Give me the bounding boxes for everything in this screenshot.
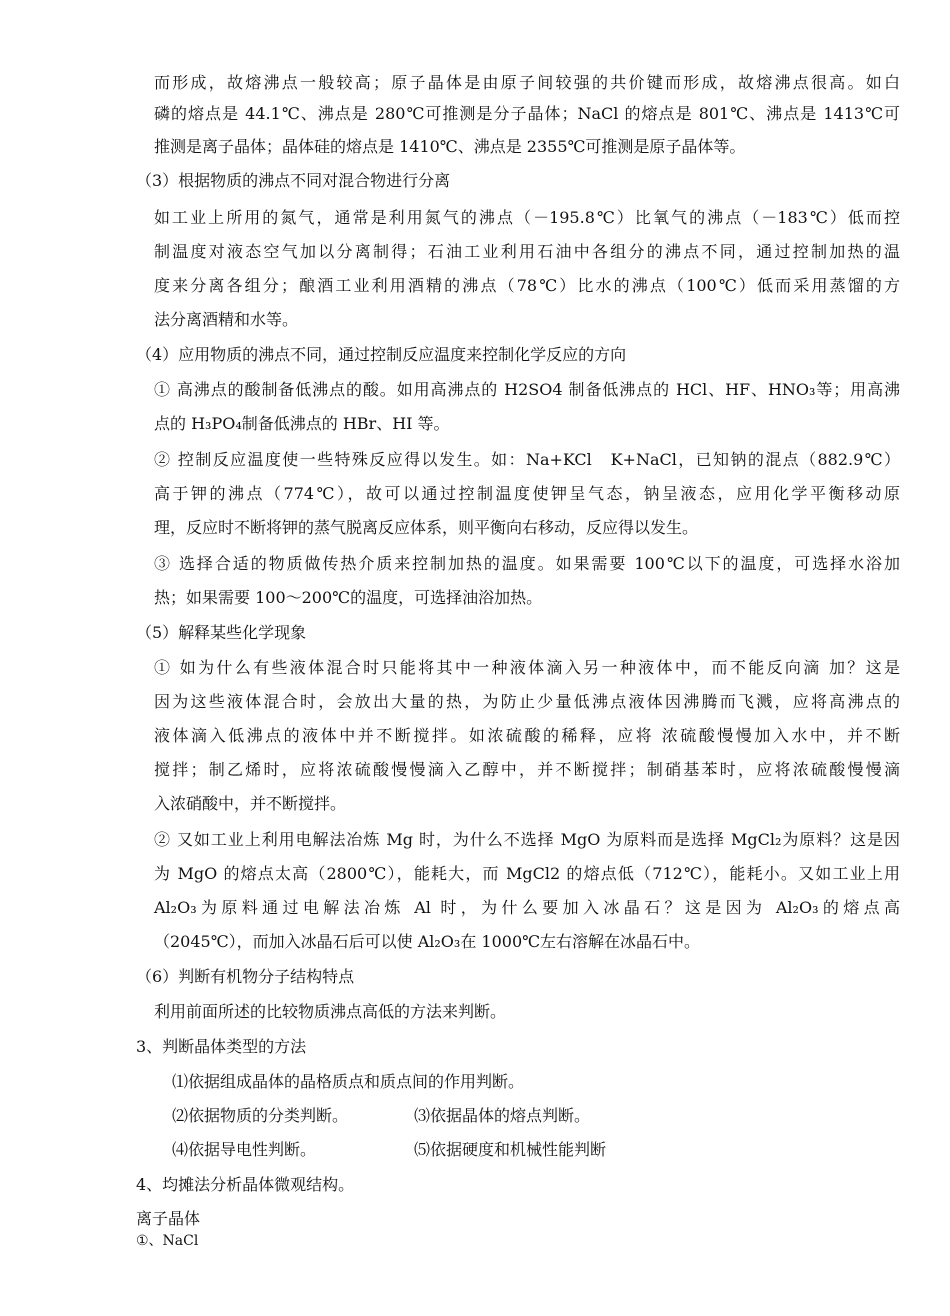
section-heading: （5）解释某些化学现象 — [136, 623, 307, 642]
text-line: 入浓硝酸中，并不断搅拌。 — [154, 794, 347, 813]
text-line: ③ 选择合适的物质做传热介质来控制加热的温度。如果需要 100℃以下的温度，可选择水浴加 — [154, 554, 900, 573]
text-line: 液体滴入低沸点的液体中并不断搅拌。如浓硫酸的稀释，应将 浓硫酸慢慢加入水中，并不断 — [154, 726, 900, 745]
text-line: 为 MgO 的熔点太高（2800℃），能耗大，而 MgCl2 的熔点低（712℃），能耗小。又如工业上用 — [154, 864, 900, 883]
list-item: ⑵依据物质的分类判断。 — [172, 1106, 349, 1125]
text-line: 点的 H₃PO₄制备低沸点的 HBr、HI 等。 — [154, 414, 450, 433]
list-item: ⑶依据晶体的熔点判断。 — [414, 1106, 591, 1125]
text-line: Al₂O₃为原料通过电解法冶炼 Al 时，为什么要加入冰晶石？这是因为 Al₂O₃的熔点高 — [154, 898, 900, 917]
text-line: 磷的熔点是 44.1℃、沸点是 280℃可推测是分子晶体；NaCl 的熔点是 801℃、沸点是 1413℃可 — [154, 104, 900, 123]
text-line: 利用前面所述的比较物质沸点高低的方法来判断。 — [154, 1002, 507, 1021]
subsection-item: ①、NaCl — [136, 1233, 199, 1249]
text-line: 推测是离子晶体；晶体硅的熔点是 1410℃、沸点是 2355℃可推测是原子晶体等。 — [154, 137, 746, 156]
section-heading: 4、均摊法分析晶体微观结构。 — [136, 1175, 355, 1194]
text-line: 而形成，故熔沸点一般较高；原子晶体是由原子间较强的共价键而形成，故熔沸点很高。如白 — [154, 73, 900, 92]
text-line: （2045℃），而加入冰晶石后可以使 Al₂O₃在 1000℃左右溶解在冰晶石中。 — [154, 932, 701, 951]
text-line: 度来分离各组分；酿酒工业利用酒精的沸点（78℃）比水的沸点（100℃）低而采用蒸馏的方 — [154, 276, 900, 295]
list-item: ⑷依据导电性判断。 — [172, 1140, 317, 1159]
text-line: 法分离酒精和水等。 — [154, 310, 299, 329]
text-line: ② 控制反应温度使一些特殊反应得以发生。如：Na+KCl K+NaCl，已知钠的混点（882.9℃） — [154, 450, 900, 469]
text-line: 理，反应时不断将钾的蒸气脱离反应体系，则平衡向右移动，反应得以发生。 — [154, 518, 699, 537]
list-item: ⑴依据组成晶体的晶格质点和质点间的作用判断。 — [172, 1072, 525, 1091]
section-heading: （6）判断有机物分子结构特点 — [136, 967, 355, 986]
text-line: 制温度对液态空气加以分离制得；石油工业利用石油中各组分的沸点不同，通过控制加热的温 — [154, 242, 900, 261]
text-line: ① 高沸点的酸制备低沸点的酸。如用高沸点的 H2SO4 制备低沸点的 HCl、HF、HNO₃等；用高沸 — [154, 380, 900, 399]
text-line: ① 如为什么有些液体混合时只能将其中一种液体滴入另一种液体中，而不能反向滴 加？这是 — [154, 658, 900, 677]
list-item: ⑸依据硬度和机械性能判断 — [414, 1140, 607, 1159]
text-line: 搅拌；制乙烯时，应将浓硫酸慢慢滴入乙醇中，并不断搅拌；制硝基苯时，应将浓硫酸慢慢滴 — [154, 760, 900, 779]
subsection-heading: 离子晶体 — [136, 1209, 201, 1228]
text-line: 如工业上所用的氮气，通常是利用氮气的沸点（－195.8℃）比氧气的沸点（－183℃）低而控 — [154, 208, 900, 227]
section-heading: 3、判断晶体类型的方法 — [136, 1037, 307, 1056]
section-heading: （4）应用物质的沸点不同，通过控制反应温度来控制化学反应的方向 — [136, 345, 627, 364]
text-line: 高于钾的沸点（774℃），故可以通过控制温度使钾呈气态，钠呈液态，应用化学平衡移动原 — [154, 484, 900, 503]
text-line: ② 又如工业上利用电解法冶炼 Mg 时，为什么不选择 MgO 为原料而是选择 MgCl₂为原料？这是因 — [154, 830, 900, 849]
text-line: 因为这些液体混合时，会放出大量的热，为防止少量低沸点液体因沸腾而飞溅，应将高沸点的 — [154, 692, 900, 711]
text-line: 热；如果需要 100～200℃的温度，可选择油浴加热。 — [154, 588, 543, 607]
section-heading: （3）根据物质的沸点不同对混合物进行分离 — [136, 171, 451, 190]
